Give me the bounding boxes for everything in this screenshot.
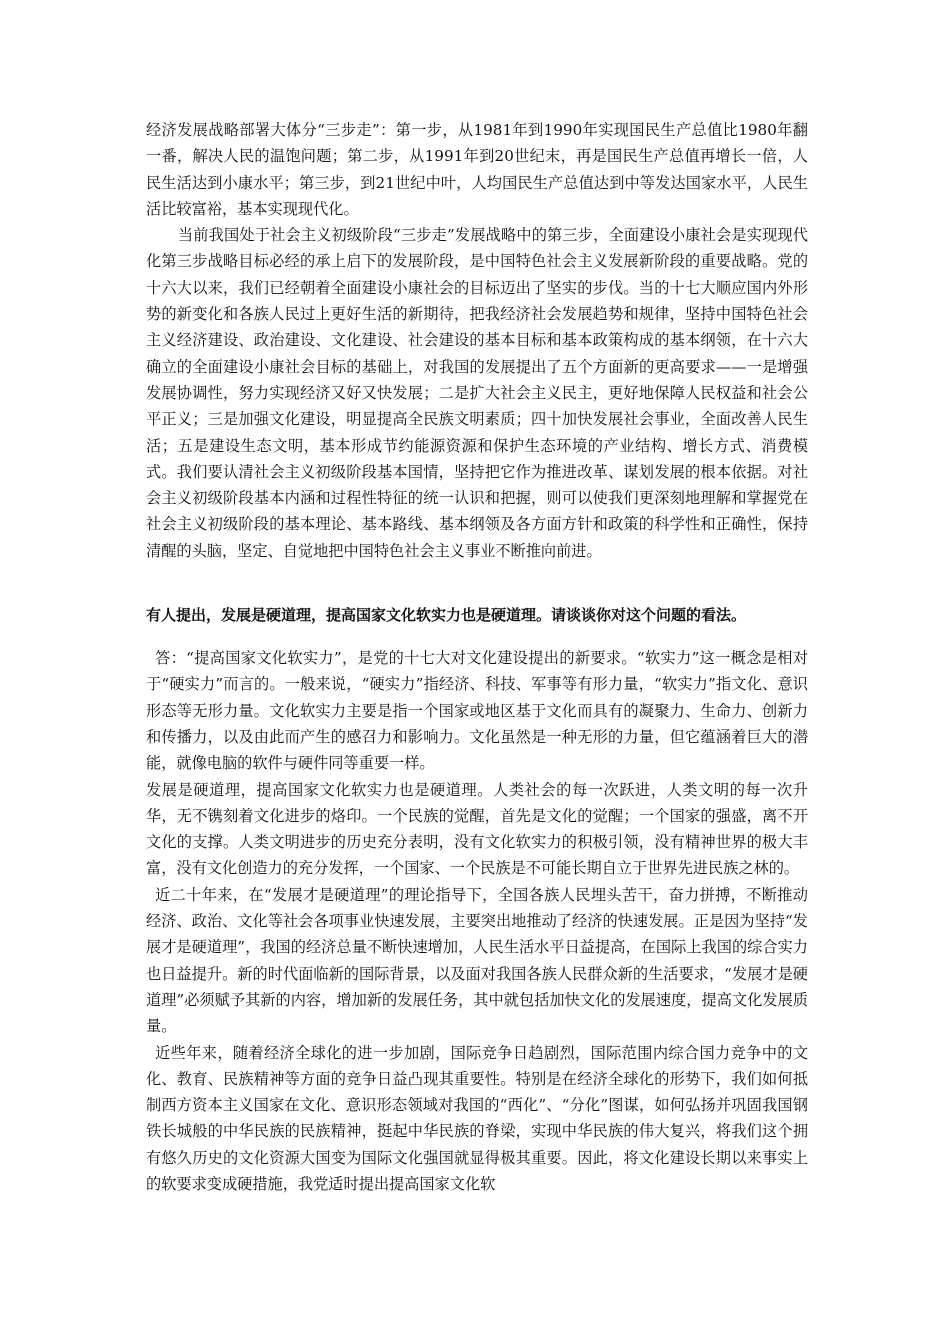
paragraph-answer-twenty-years: 近二十年来，在“发展才是硬道理”的理论指导下，全国各族人民埋头苦干，奋力拼搏，不断推动经济、政治、文化等社会各项事业快速发展，主要突出地推动了经济的快速发展。正是因为坚持“发展才是硬道理”，我国的经济总量不断快速增加，人民生活水平日益提高，在国际上我国的综合实力也日益提升。新的时代面临新的国际背景，以及面对我国各族人民群众新的生活要求，“发展才是硬道理”必须赋予其新的内容，增加新的发展任务，其中就包括加快文化的发展速度，提高文化发展质量。 <box>146 885 808 1036</box>
document-page <box>146 117 808 1197</box>
paragraph-initial-stage: 当前我国处于社会主义初级阶段“三步走”发展战略中的第三步，全面建设小康社会是实现现代化第三步战略目标必经的承上启下的发展阶段，是中国特色社会主义发展新阶段的重要战略。党的十六大以来，我们已经朝着全面建设小康社会的目标迈出了坚实的步伐。当的十七大顺应国内外形势的新变化和各族人民过上更好生活的新期待，把我经济社会发展趋势和规律，坚持中国特色社会主义经济建设、政治建设、文化建设、社会建设的基本目标和基本政策构成的基本纲领，在十六大确立的全面建设小康社会目标的基础上，对我国的发展提出了五个方面新的更高要求——一是增强发展协调性，努力实现经济又好又快发展；二是扩大社会主义民主，更好地保障人民权益和社会公平正义；三是加强文化建设，明显提高全民族文明素质；四十加快发展社会事业，全面改善人民生活；五是建设生态文明，基本形成节约能源资源和保护生态环境的产业结构、增长方式、消费模式。我们要认清社会主义初级阶段基本国情，坚持把它作为推进改革、谋划发展的根本依据。对社会主义初级阶段基本内涵和过程性特征的统一认识和把握，则可以使我们更深刻地理解和掌握党在社会主义初级阶段的基本理论、基本路线、基本纲领及各方面方针和政策的科学性和正确性，保持清醒的头脑，坚定、自觉地把中国特色社会主义事业不断推向前进。 <box>146 226 808 560</box>
paragraph-answer-globalization: 近些年来，随着经济全球化的进一步加剧，国际竞争日趋剧烈，国际范围内综合国力竞争中的文化、教育、民族精神等方面的竞争日益凸现其重要性。特别是在经济全球化的形势下，我们如何抵制西方资本主义国家在文化、意识形态领域对我国的“西化”、“分化”图谋，如何弘扬并巩固我国钢铁长城般的中华民族的民族精神，挺起中华民族的脊梁，实现中华民族的伟大复兴，将我们这个拥有悠久历史的文化资源大国变为国际文化强国就显得极其重要。因此，将文化建设长期以来事实上的软要求变成硬措施，我党适时提出提高国家文化软 <box>146 1043 808 1193</box>
question-heading: 有人提出，发展是硬道理，提高国家文化软实力也是硬道理。请谈谈你对这个问题的看法。 <box>146 606 747 625</box>
paragraph-three-steps: 经济发展战略部署大体分“三步走”：第一步，从1981年到1990年实现国民生产总值比1980年翻一番，解决人民的温饱问题；第二步，从1991年到20世纪末，再是国民生产总值再增长一倍，人民生活达到小康水平；第三步，到21世纪中叶，人均国民生产总值达到中等发达国家水平，人民生活比较富裕，基本实现现代化。 <box>146 121 808 218</box>
paragraph-answer-hard-truth: 发展是硬道理，提高国家文化软实力也是硬道理。人类社会的每一次跃进，人类文明的每一次升华，无不镌刻着文化进步的烙印。一个民族的觉醒，首先是文化的觉醒；一个国家的强盛，离不开文化的支撑。人类文明进步的历史充分表明，没有文化软实力的积极引领，没有精神世界的极大丰富，没有文化创造力的充分发挥，一个国家、一个民族是不可能长期自立于世界先进民族之林的。 <box>146 780 808 878</box>
paragraph-answer-definition: 答：“提高国家文化软实力”，是党的十七大对文化建设提出的新要求。“软实力”这一概念是相对于“硬实力”而言的。一般来说，“硬实力”指经济、科技、军事等有形力量，“软实力”指文化、意识形态等无形力量。文化软实力主要是指一个国家或地区基于文化而具有的凝聚力、生命力、创新力和传播力，以及由此而产生的感召力和影响力。文化虽然是一种无形的力量，但它蕴涵着巨大的潜能，就像电脑的软件与硬件同等重要一样。 <box>146 649 808 773</box>
section-gap <box>146 628 808 645</box>
section-gap <box>146 564 808 602</box>
